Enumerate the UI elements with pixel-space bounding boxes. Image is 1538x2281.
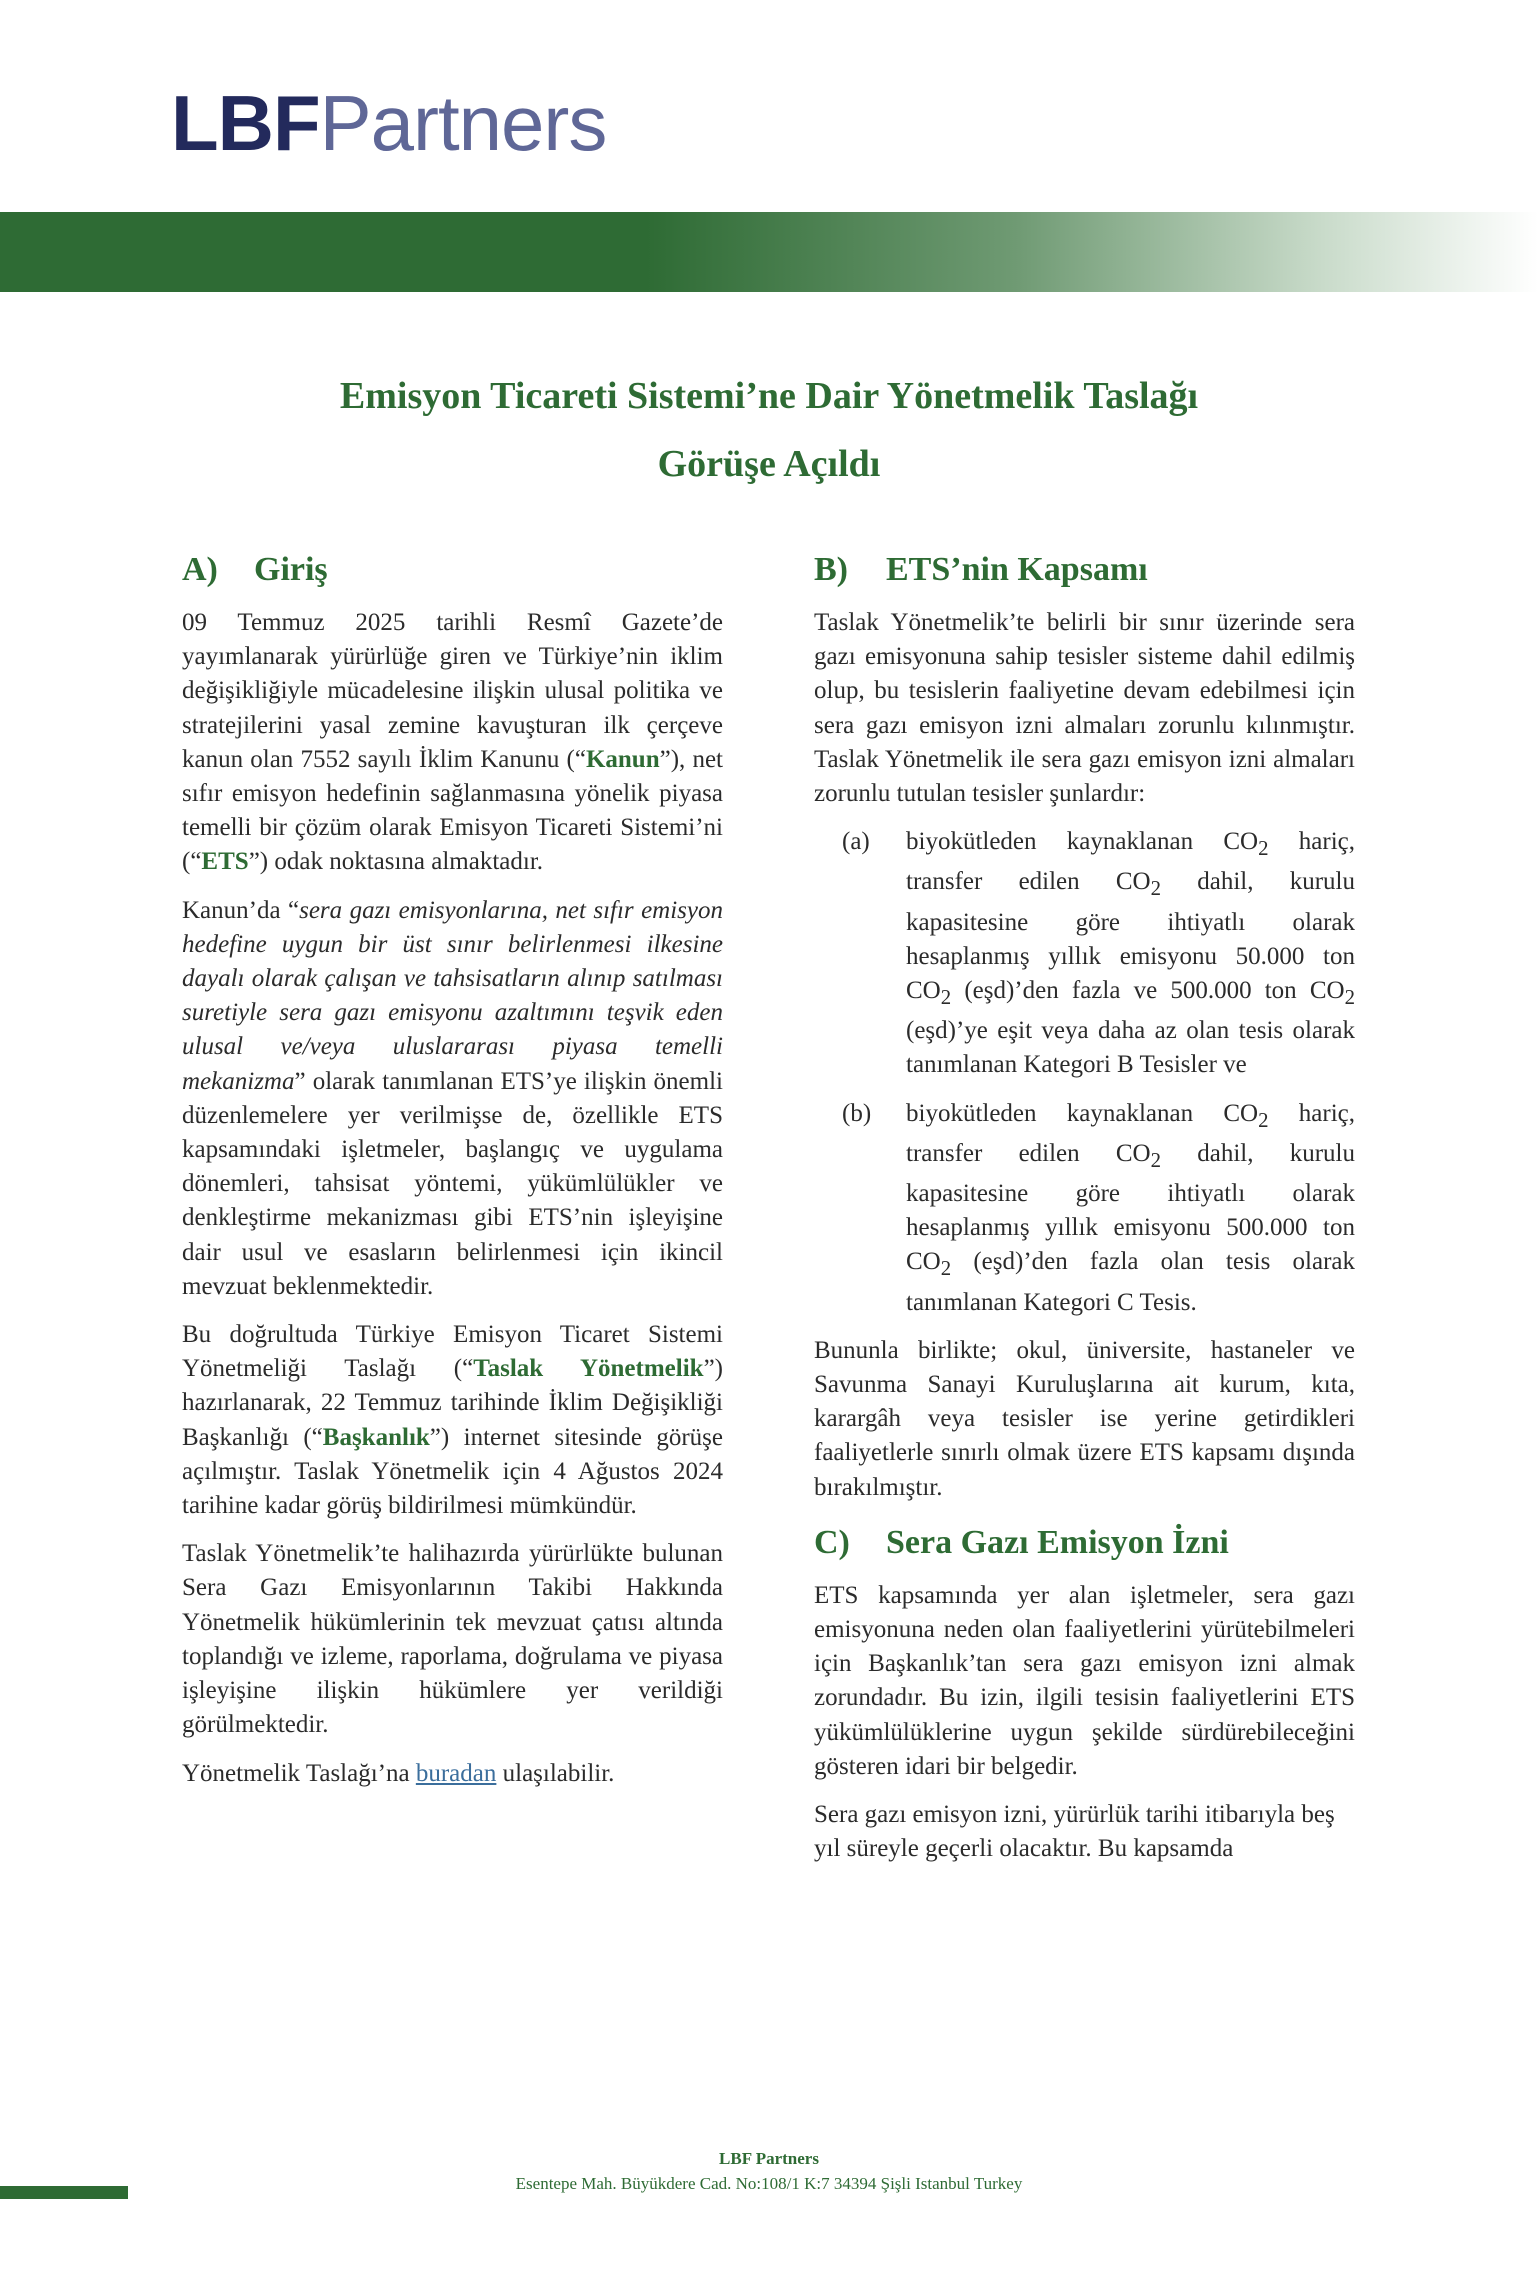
right-column <box>814 546 1355 1881</box>
text-run: dahil, kurulu kapasitesine göre ihtiyatlı olarak hesaplanmış yıllık emisyonu 500.000 ton CO <box>906 1139 1355 1276</box>
text-run: ”), net sıfır emisyon hedefinin sağlanmasına yönelik piyasa temelli bir çözüm olarak Emisyon Ticareti Sistemi’ni (“ <box>182 745 723 876</box>
list-item-text <box>906 825 1355 1082</box>
subscript: 2 <box>940 985 952 1010</box>
section-b-paragraph-2: Bununla birlikte; okul, üniversite, hastaneler ve Savunma Sanayi Kuruluşlarına ait kurum, kıta, karargâh veya tesisler ise yerine getirdikleri faaliyetlerle sınırlı olmak üzere ETS kapsamı dışında bırakılmıştır. <box>814 1336 1355 1501</box>
defined-term-kanun: Kanun <box>585 745 660 773</box>
section-b-paragraph-1: Taslak Yönetmelik’te belirli bir sınır üzerinde sera gazı emisyonuna sahip tesisler sisteme dahil edilmiş olup, bu tesislerin faaliyetine devam edebilmesi için sera gazı emisyon izni almaları zorunlu kılınmıştır. Taslak Yönetmelik ile sera gazı emisyon izni almaları zorunlu tutulan tesisler şunlardır: <box>814 609 1355 808</box>
header-gradient-band <box>0 212 1538 292</box>
footer-address: Esentepe Mah. Büyükdere Cad. No:108/1 K:7 34394 Şişli Istanbul Turkey <box>515 2174 1023 2193</box>
logo-light-text: Partners <box>319 79 607 167</box>
company-logo <box>171 78 606 168</box>
section-c-paragraph-1: ETS kapsamında yer alan işletmeler, sera gazı emisyonuna neden olan faaliyetlerini yürütebilmeleri için Başkanlık’tan sera gazı emisyon izni almak zorundadır. Bu izin, ilgili tesisin faaliyetlerini ETS yükümlülüklerine uygun şekilde sürdürebileceğini gösteren idari bir belgedir. <box>814 1581 1355 1780</box>
defined-term-ets: ETS <box>201 848 249 876</box>
subscript: 2 <box>1258 1107 1269 1132</box>
left-column <box>182 546 723 1805</box>
text-run: dahil, kurulu kapasitesine göre ihtiyatlı olarak hesaplanmış yıllık emisyonu 50.000 ton CO <box>906 868 1355 1005</box>
footer-accent-bar <box>0 2186 128 2199</box>
logo-bold-text: LBF <box>171 79 320 167</box>
section-c-letter: C) <box>814 1523 850 1561</box>
section-c-paragraph-2: Sera gazı emisyon izni, yürürlük tarihi itibarıyla beş yıl süreyle geçerli olacaktır. Bu kapsamda <box>814 1801 1335 1863</box>
subscript: 2 <box>1258 836 1269 861</box>
subscript: 2 <box>1344 985 1355 1010</box>
list-item-number: (b) <box>842 1099 872 1127</box>
text-run: hariç, transfer edilen CO <box>906 828 1355 896</box>
text-run: ”) odak noktasına almaktadır. <box>248 848 544 876</box>
section-a-heading <box>182 546 723 594</box>
section-c-title: Sera Gazı Emisyon İzni <box>886 1523 1229 1561</box>
list-item <box>814 825 1355 1082</box>
section-a-paragraph-5 <box>182 1757 723 1791</box>
title-line-2: Görüşe Açıldı <box>657 443 881 485</box>
section-a-paragraph-3 <box>182 1318 723 1523</box>
text-run: (eşd)’den fazla ve 500.000 ton CO <box>951 977 1345 1005</box>
text-run: 09 Temmuz 2025 tarihli Resmî Gazete’de yayımlanarak yürürlüğe giren ve Türkiye’nin iklim değişikliğiyle mücadelesine ilişkin ulusal politika ve stratejilerini yasal zemine kavuşturan ilk çerçeve kanun olan 7552 sayılı İklim Kanunu (“ <box>182 609 723 773</box>
list-item-number: (a) <box>842 828 870 856</box>
section-c-heading <box>814 1519 1355 1567</box>
text-run: (eşd)’ye eşit veya daha az olan tesis olarak tanımlanan Kategori B Tesisler ve <box>906 1017 1355 1079</box>
title-line-1: Emisyon Ticareti Sistemi’ne Dair Yönetmelik Taslağı <box>339 375 1199 417</box>
text-run: Kanun’da “ <box>182 896 300 924</box>
section-a-paragraph-1 <box>182 606 723 880</box>
text-run: Yönetmelik Taslağı’na <box>182 1759 416 1787</box>
list-item <box>814 1097 1355 1320</box>
text-run: biyokütleden kaynaklanan CO <box>906 1099 1259 1127</box>
text-run: ulaşılabilir. <box>496 1759 615 1787</box>
text-run: ” olarak tanımlanan ETS’ye ilişkin önemli düzenlemelere yer verilmişse de, özellikle ETS kapsamındaki işletmeler, başlangıç ve uygulama dönemleri, tahsisat yöntemi, yükümlülükler ve denkleştirme mekanizması gibi ETS’nin işleyişine dair usul ve esasların belirlenmesi için ikincil mevzuat beklenmektedir. <box>182 1067 723 1300</box>
section-a-title: Giriş <box>254 551 328 588</box>
section-a-letter: A) <box>182 551 218 588</box>
footer-company-name: LBF Partners <box>719 2149 819 2168</box>
subscript: 2 <box>1150 876 1162 901</box>
text-run: hariç, transfer edilen CO <box>906 1099 1355 1167</box>
text-run: Bu doğrultuda Türkiye Emisyon Ticaret Sistemi Yönetmeliği Taslağı (“ <box>182 1321 723 1383</box>
quoted-definition: sera gazı emisyonlarına, net sıfır emisyon hedefine uygun bir üst sınır belirlenmesi ilkesine dayalı olarak çalışan ve tahsisatların alınıp satılması suretiyle sera gazı emisyonu azaltımını teşvik eden ulusal ve/veya uluslararası piyasa temelli mekanizma <box>182 896 723 1095</box>
text-run: biyokütleden kaynaklanan CO <box>906 828 1259 856</box>
section-b-heading <box>814 546 1355 594</box>
defined-term-taslak-yonetmelik: Taslak Yönetmelik <box>473 1355 704 1383</box>
page-footer <box>300 2146 1238 2196</box>
document-title <box>150 362 1388 498</box>
defined-term-baskanlik: Başkanlık <box>322 1423 430 1451</box>
subscript: 2 <box>940 1256 952 1281</box>
text-run: ”) internet sitesinde görüşe açılmıştır. Taslak Yönetmelik için 4 Ağustos 2024 tarihine kadar görüş bildirilmesi mümkündür. <box>182 1423 723 1520</box>
subscript: 2 <box>1150 1147 1162 1172</box>
section-a-paragraph-2 <box>182 894 723 1304</box>
section-a-paragraph-4: Taslak Yönetmelik’te halihazırda yürürlükte bulunan Sera Gazı Emisyonlarının Takibi Hakkında Yönetmelik hükümlerinin tek mevzuat çatısı altında toplandığı ve izleme, raporlama, doğrulama ve piyasa işleyişine ilişkin hükümlere yer verildiği görülmektedir. <box>182 1540 723 1739</box>
draft-regulation-link[interactable]: buradan <box>415 1759 497 1787</box>
list-item-text <box>906 1097 1355 1320</box>
section-b-title: ETS’nin Kapsamı <box>886 551 1148 588</box>
section-b-letter: B) <box>814 551 848 588</box>
text-run: ”) hazırlanarak, 22 Temmuz tarihinde İklim Değişikliği Başkanlığı (“ <box>182 1355 723 1451</box>
text-run: (eşd)’den fazla olan tesis olarak tanımlanan Kategori C Tesis. <box>906 1248 1355 1316</box>
